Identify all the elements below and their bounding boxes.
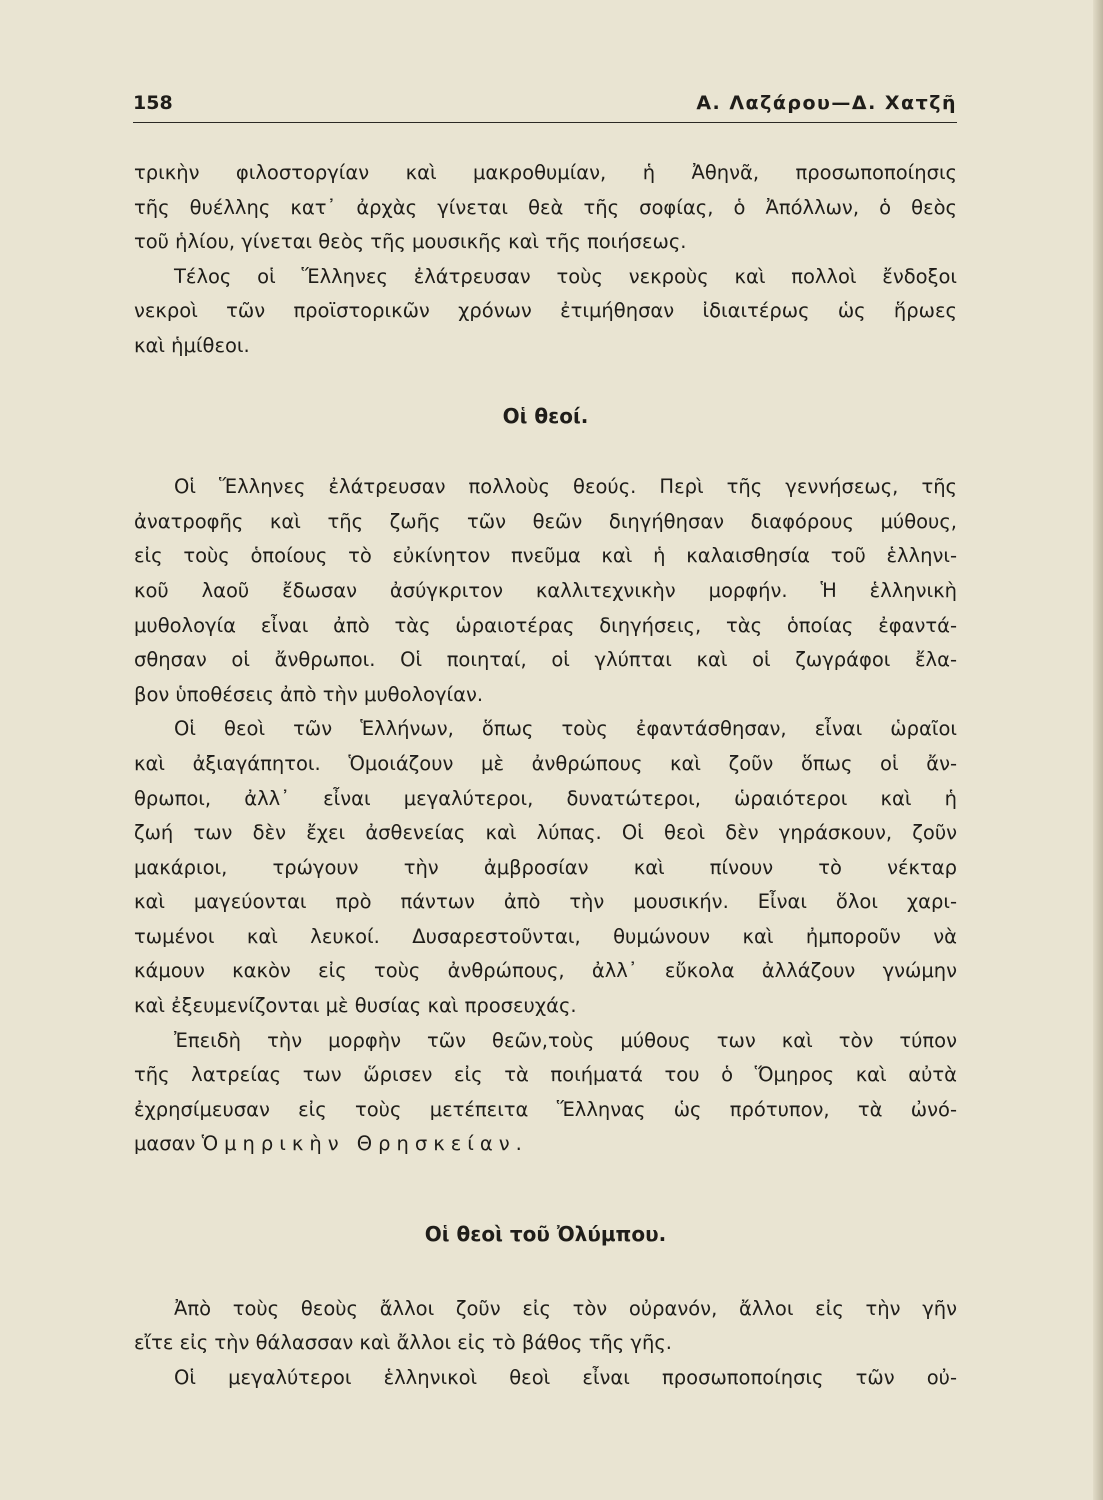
page-number: 158 <box>133 92 173 114</box>
text-line: Οἱ θεοὶ τῶν Ἑλλήνων, ὅπως τοὺς ἐφαντάσθησαν, εἶναι ὡραῖοι <box>174 717 957 741</box>
page-edge-shadow <box>1093 0 1103 1500</box>
page-header <box>133 92 957 123</box>
text-line: τῆς θυέλλης κατ᾽ ἀρχὰς γίνεται θεὰ τῆς σοφίας, ὁ Ἀπόλλων, ὁ θεὸς <box>134 195 957 219</box>
text-line: θρωποι, ἀλλ᾽ εἶναι μεγαλύτεροι, δυνατώτεροι, ὡραιότεροι καὶ ἡ <box>134 786 957 810</box>
text-line: τρικὴν φιλοστοργίαν καὶ μακροθυμίαν, ἡ Ἀθηνᾶ, προσωποποίησις <box>134 161 957 184</box>
text-line: τοῦ ἡλίου, γίνεται θεὸς τῆς μουσικῆς καὶ τῆς ποιήσεως. <box>134 230 687 254</box>
text-line: Ἀπὸ τοὺς θεοὺς ἄλλοι ζοῦν εἰς τὸν οὐρανόν, ἄλλοι εἰς τὴν γῆν <box>174 1296 957 1320</box>
text-line: σθησαν οἱ ἄνθρωποι. Οἱ ποιηταί, οἱ γλύπται καὶ οἱ ζωγράφοι ἔλα- <box>134 648 957 672</box>
section-heading-olympians: Οἱ θεοὶ τοῦ Ὀλύμπου. <box>424 1222 667 1247</box>
text-line: καὶ μαγεύονται πρὸ πάντων ἀπὸ τὴν μουσικήν. Εἶναι ὅλοι χαρι- <box>134 890 957 914</box>
text-line: καὶ ἀξιαγάπητοι. Ὁμοιάζουν μὲ ἀνθρώπους καὶ ζοῦν ὅπως οἱ ἄν- <box>134 751 957 775</box>
text-line: καὶ ἡμίθεοι. <box>134 333 250 357</box>
text-line: ἀνατροφῆς καὶ τῆς ζωῆς τῶν θεῶν διηγήθησαν διαφόρους μύθους, <box>134 509 957 533</box>
text-line: κάμουν κακὸν εἰς τοὺς ἀνθρώπους, ἀλλ᾽ εὔκολα ἀλλάζουν γνώμην <box>134 959 957 983</box>
text-line: εἴτε εἰς τὴν θάλασσαν καὶ ἄλλοι εἰς τὸ βάθος τῆς γῆς. <box>134 1331 672 1355</box>
text-line: νεκροὶ τῶν προϊστορικῶν χρόνων ἐτιμήθησαν ἰδιαιτέρως ὡς ἥρωες <box>134 299 957 323</box>
text-line: ζωή των δὲν ἔχει ἀσθενείας καὶ λύπας. Οἱ θεοὶ δὲν γηράσκουν, ζοῦν <box>134 821 957 845</box>
text-line: μακάριοι, τρώγουν τὴν ἀμβροσίαν καὶ πίνουν τὸ νέκταρ <box>134 855 957 879</box>
text-line: Τέλος οἱ Ἕλληνες ἐλάτρευσαν τοὺς νεκροὺς καὶ πολλοὶ ἔνδοξοι <box>174 264 957 288</box>
text-line: τωμένοι καὶ λευκοί. Δυσαρεστοῦνται, θυμώνουν καὶ ἠμποροῦν νὰ <box>134 924 957 948</box>
spaced-emphasis: Ὁμηρικὴν Θρησκείαν. <box>201 1132 528 1156</box>
text-line <box>134 1127 957 1162</box>
body-text <box>134 156 957 1395</box>
section-heading-gods: Οἱ θεοί. <box>502 403 589 428</box>
text-line: Ἐπειδὴ τὴν μορφὴν τῶν θεῶν,τοὺς μύθους των καὶ τὸν τύπον <box>174 1028 957 1052</box>
text-line: κοῦ λαοῦ ἔδωσαν ἀσύγκριτον καλλιτεχνικὴν μορφήν. Ἡ ἑλληνικὴ <box>134 578 957 602</box>
text-line: Οἱ Ἕλληνες ἐλάτρευσαν πολλοὺς θεούς. Περὶ τῆς γεννήσεως, τῆς <box>174 475 957 499</box>
text-line: Οἱ μεγαλύτεροι ἑλληνικοὶ θεοὶ εἶναι προσωποποίησις τῶν οὐ- <box>174 1365 957 1389</box>
running-head: Α. Λαζάρου—Δ. Χατζῆ <box>696 92 957 114</box>
text-line: βον ὑποθέσεις ἀπὸ τὴν μυθολογίαν. <box>134 682 484 706</box>
text-line: καὶ ἐξευμενίζονται μὲ θυσίας καὶ προσευχάς. <box>134 994 577 1018</box>
text-line: μυθολογία εἶναι ἀπὸ τὰς ὡραιοτέρας διηγήσεις, τὰς ὁποίας ἐφαντά- <box>134 613 957 637</box>
text-line: εἰς τοὺς ὁποίους τὸ εὐκίνητον πνεῦμα καὶ ἡ καλαισθησία τοῦ ἑλληνι- <box>134 544 957 568</box>
text-line: τῆς λατρείας των ὥρισεν εἰς τὰ ποιήματά του ὁ Ὅμηρος καὶ αὐτὰ <box>134 1063 957 1087</box>
text-line: ἐχρησίμευσαν εἰς τοὺς μετέπειτα Ἕλληνας ὡς πρότυπον, τὰ ὠνό- <box>134 1097 957 1121</box>
text-fragment: μασαν <box>134 1132 196 1156</box>
